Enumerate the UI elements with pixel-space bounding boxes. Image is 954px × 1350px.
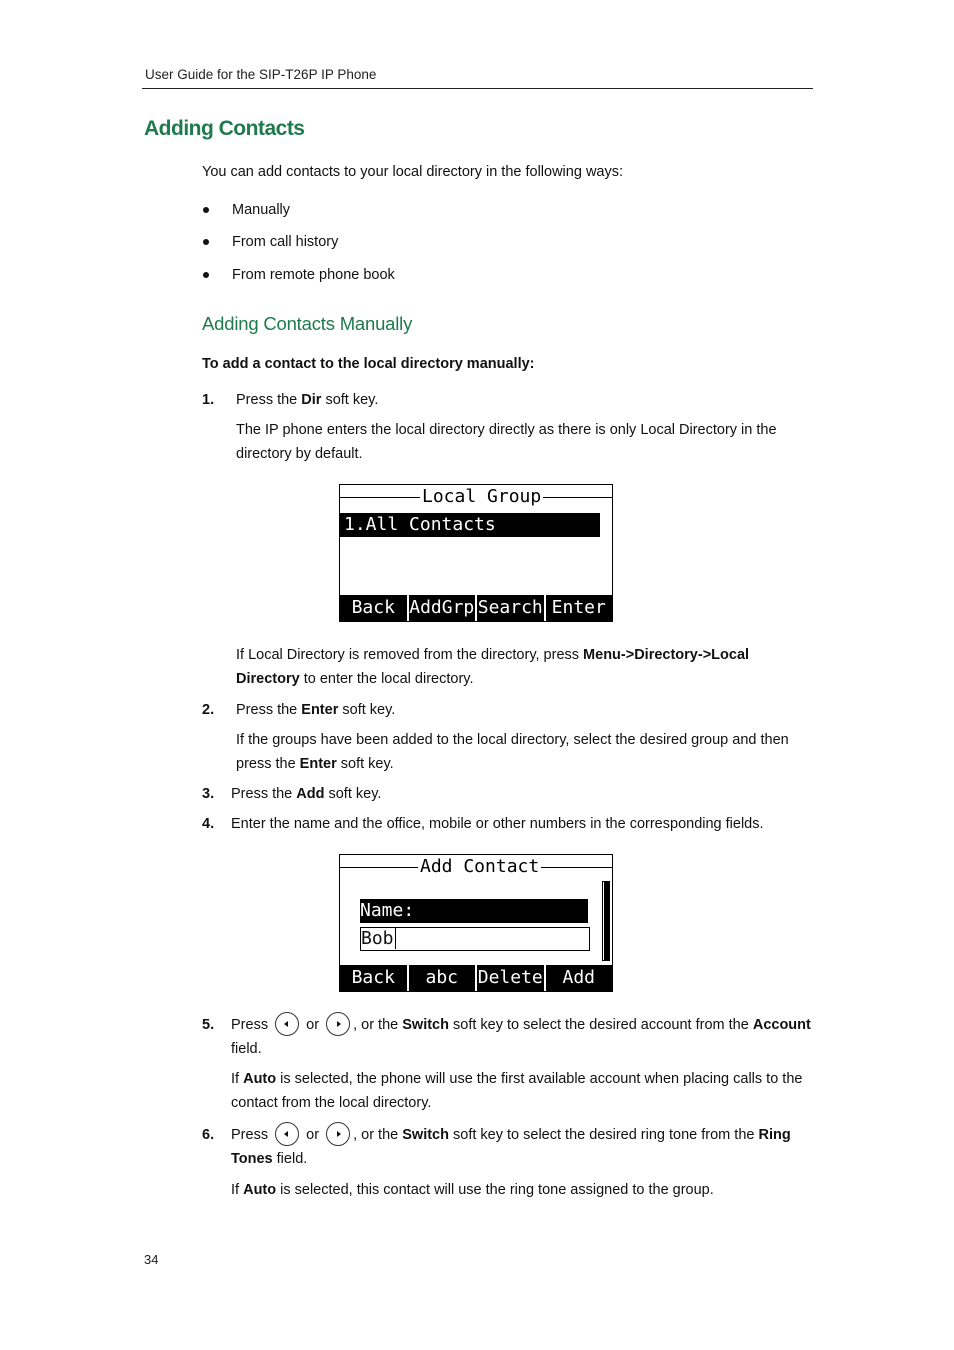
left-arrow-key-icon bbox=[275, 1012, 299, 1036]
section-title: Adding Contacts bbox=[144, 117, 305, 140]
text: If bbox=[231, 1071, 244, 1087]
step-4-text: Enter the name and the office, mobile or other numbers in the corresponding fields. bbox=[231, 816, 764, 832]
text: Press the bbox=[236, 392, 302, 408]
text: field. bbox=[272, 1151, 308, 1168]
bullet-text: From call history bbox=[232, 234, 339, 250]
softkey-add: Add bbox=[562, 967, 595, 988]
step-5-note bbox=[231, 1067, 816, 1115]
text: Press bbox=[231, 1017, 269, 1033]
softkey-abc: abc bbox=[409, 965, 478, 991]
text: is selected, this contact will use the ring tone assigned to the group. bbox=[276, 1182, 714, 1198]
text: or bbox=[306, 1127, 320, 1143]
text: soft key to select the desired account from the bbox=[448, 1017, 753, 1033]
text: If bbox=[231, 1182, 244, 1198]
right-arrow-key-icon bbox=[326, 1122, 350, 1146]
softkey-bar bbox=[340, 965, 612, 991]
phone-screen-local-group bbox=[339, 484, 613, 622]
bullet-text: Manually bbox=[232, 202, 291, 218]
softkey-delete: Delete bbox=[477, 965, 546, 991]
softkey-name: Enter bbox=[301, 702, 339, 718]
softkey-enter: Enter bbox=[551, 597, 606, 618]
left-arrow-key-icon bbox=[275, 1122, 299, 1146]
step-number: 2. bbox=[202, 702, 215, 718]
bullet-dot bbox=[203, 239, 209, 245]
softkey-name: Switch bbox=[402, 1127, 449, 1143]
header-rule bbox=[142, 88, 813, 89]
text: Press the bbox=[236, 702, 302, 718]
right-arrow-key-icon bbox=[326, 1012, 350, 1036]
text: soft key. bbox=[338, 702, 396, 718]
menu-path: Menu->Directory->Local Directory bbox=[236, 647, 750, 687]
screen-title: Local Group bbox=[422, 486, 542, 507]
subsection-title: Adding Contacts Manually bbox=[202, 313, 413, 334]
bullet-text: From remote phone book bbox=[232, 267, 395, 283]
step-number: 1. bbox=[202, 392, 215, 408]
page-number: 34 bbox=[144, 1252, 159, 1267]
field-name: Account bbox=[752, 1017, 811, 1033]
text: , or the bbox=[353, 1127, 403, 1143]
phone-screen-add-contact bbox=[339, 854, 613, 992]
softkey-name: Dir bbox=[301, 392, 322, 408]
softkey-search: Search bbox=[477, 595, 546, 621]
text: soft key. bbox=[321, 392, 379, 408]
text: to enter the local directory. bbox=[299, 671, 474, 687]
softkey-bar bbox=[340, 595, 612, 621]
step-6-text bbox=[231, 1123, 821, 1171]
text: Press the bbox=[231, 786, 297, 802]
field-value: Bob bbox=[361, 928, 394, 949]
option-name: Auto bbox=[243, 1182, 277, 1198]
bullet-dot bbox=[203, 272, 209, 278]
step-number: 3. bbox=[202, 786, 215, 802]
softkey-name: Enter bbox=[299, 756, 337, 772]
name-field bbox=[360, 927, 590, 951]
step-1-text bbox=[236, 388, 378, 412]
screen-title: Add Contact bbox=[420, 856, 540, 877]
step-1-note-2 bbox=[236, 643, 816, 691]
step-1-note: The IP phone enters the local directory directly as there is only Local Directory in the directory by default. bbox=[236, 422, 777, 462]
field-name: Ring Tones bbox=[231, 1127, 791, 1168]
text: Press bbox=[231, 1127, 269, 1143]
text: or bbox=[306, 1017, 320, 1033]
softkey-name: Switch bbox=[402, 1017, 449, 1033]
running-header: User Guide for the SIP-T26P IP Phone bbox=[145, 67, 377, 82]
selected-group: 1.All Contacts bbox=[340, 513, 600, 537]
text: soft key. bbox=[336, 756, 394, 772]
procedure-title: To add a contact to the local directory manually: bbox=[202, 356, 535, 372]
text: soft key. bbox=[324, 786, 382, 802]
step-number: 4. bbox=[202, 816, 215, 832]
option-name: Auto bbox=[243, 1071, 277, 1087]
text: If the groups have been added to the local directory, select the desired group and then press the bbox=[236, 732, 789, 772]
text: is selected, the phone will use the first available account when placing calls to the contact from the local directory. bbox=[231, 1071, 803, 1111]
step-2-note bbox=[236, 728, 816, 776]
step-2-text bbox=[236, 698, 395, 722]
step-number: 6. bbox=[202, 1127, 215, 1143]
scrollbar-track bbox=[602, 881, 610, 961]
field-label: Name: bbox=[360, 899, 588, 923]
softkey-addgrp: AddGrp bbox=[409, 595, 478, 621]
intro-text: You can add contacts to your local directory in the following ways: bbox=[202, 164, 624, 180]
step-6-note bbox=[231, 1178, 816, 1202]
step-number: 5. bbox=[202, 1017, 215, 1033]
step-3-text bbox=[231, 782, 381, 806]
softkey-name: Add bbox=[296, 786, 325, 802]
softkey-back: Back bbox=[340, 595, 409, 621]
step-5-text bbox=[231, 1013, 816, 1061]
text: field. bbox=[231, 1041, 262, 1058]
text: If Local Directory is removed from the directory, press bbox=[236, 647, 584, 663]
text: soft key to select the desired ring tone from the bbox=[448, 1127, 759, 1143]
softkey-back: Back bbox=[340, 965, 409, 991]
text: , or the bbox=[353, 1017, 403, 1033]
bullet-dot bbox=[203, 207, 209, 213]
